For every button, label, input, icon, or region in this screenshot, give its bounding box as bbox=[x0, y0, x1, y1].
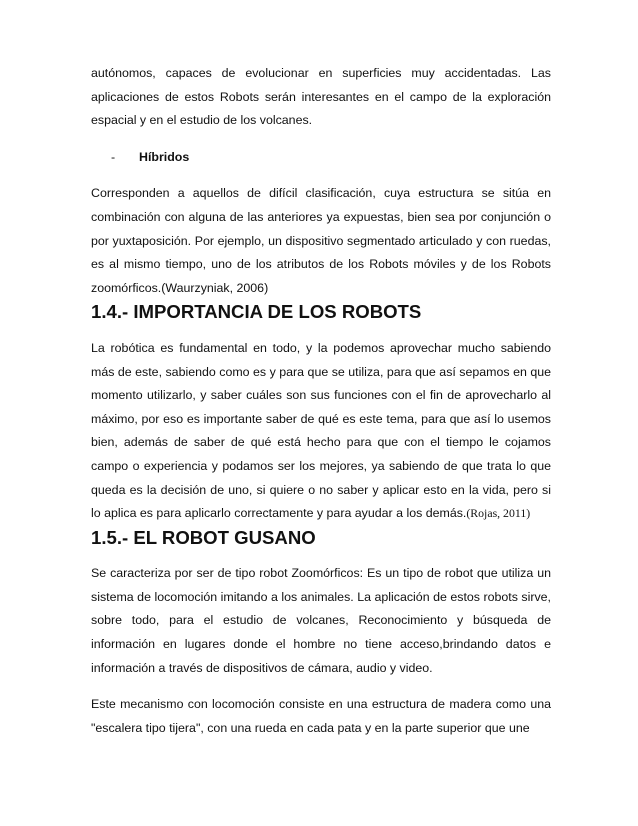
citation-rojas: (Rojas, 2011) bbox=[466, 506, 531, 521]
paragraph-importancia-text: La robótica es fundamental en todo, y la podemos aprovechar mucho sabiendo más de este, sabiendo como es y para que se utiliza, para que así sepamos en que momento utilizarlo, y saber cuáles son sus funciones con el fin de aprovecharlo al máximo, por eso es importante saber de qué es este tema, para que así lo usemos bien, además de saber de qué está hecho para que con el tiempo le cojamos campo o experiencia y podamos ser los mejores, ya sabiendo de que trata lo que queda es la decisión de uno, si quiere o no saber y aplicar esto en la vida, pero si lo aplica es para aplicarlo correctamente y para ayudar a los demás. bbox=[91, 340, 551, 521]
paragraph-mecanismo: Este mecanismo con locomoción consiste en una estructura de madera como una "escalera tipo tijera", con una rueda en cada pata y en la parte superior que une bbox=[91, 697, 551, 735]
bullet-dash: - bbox=[111, 149, 116, 164]
section-heading-importancia bbox=[91, 300, 551, 324]
section-heading-robot-gusano bbox=[91, 526, 551, 550]
page-content bbox=[91, 62, 551, 740]
paragraph-intro: autónomos, capaces de evolucionar en superficies muy accidentadas. Las aplicaciones de estos Robots serán interesantes en el campo de la exploración espacial y en el estudio de los volcanes. bbox=[91, 66, 551, 128]
paragraph-hibridos: Corresponden a aquellos de difícil clasificación, cuya estructura se sitúa en combinación con alguna de las anteriores ya expuestas, bien sea por conjunción o por yuxtaposición. Por ejemplo, un dispositivo segmentado articulado y con ruedas, es al mismo tiempo, uno de los atributos de los Robots móviles y de los Robots zoomórficos.(Waurzyniak, 2006) bbox=[91, 186, 551, 295]
section-heading-importancia-text: 1.4.- IMPORTANCIA DE LOS ROBOTS bbox=[91, 301, 422, 323]
paragraph-robot-gusano: Se caracteriza por ser de tipo robot Zoomórficos: Es un tipo de robot que utiliza un sistema de locomoción imitando a los animales. La aplicación de estos robots sirve, sobre todo, para el estudio de volcanes, Reconocimiento y búsqueda de información en lugares donde el hombre no tiene acceso,brindando datos e información a través de dispositivos de cámara, audio y video. bbox=[91, 566, 551, 675]
bullet-label: Híbridos bbox=[139, 149, 190, 164]
paragraph-importancia bbox=[91, 337, 551, 526]
bullet-hibridos bbox=[91, 146, 551, 170]
section-heading-robot-gusano-text: 1.5.- EL ROBOT GUSANO bbox=[91, 526, 316, 548]
